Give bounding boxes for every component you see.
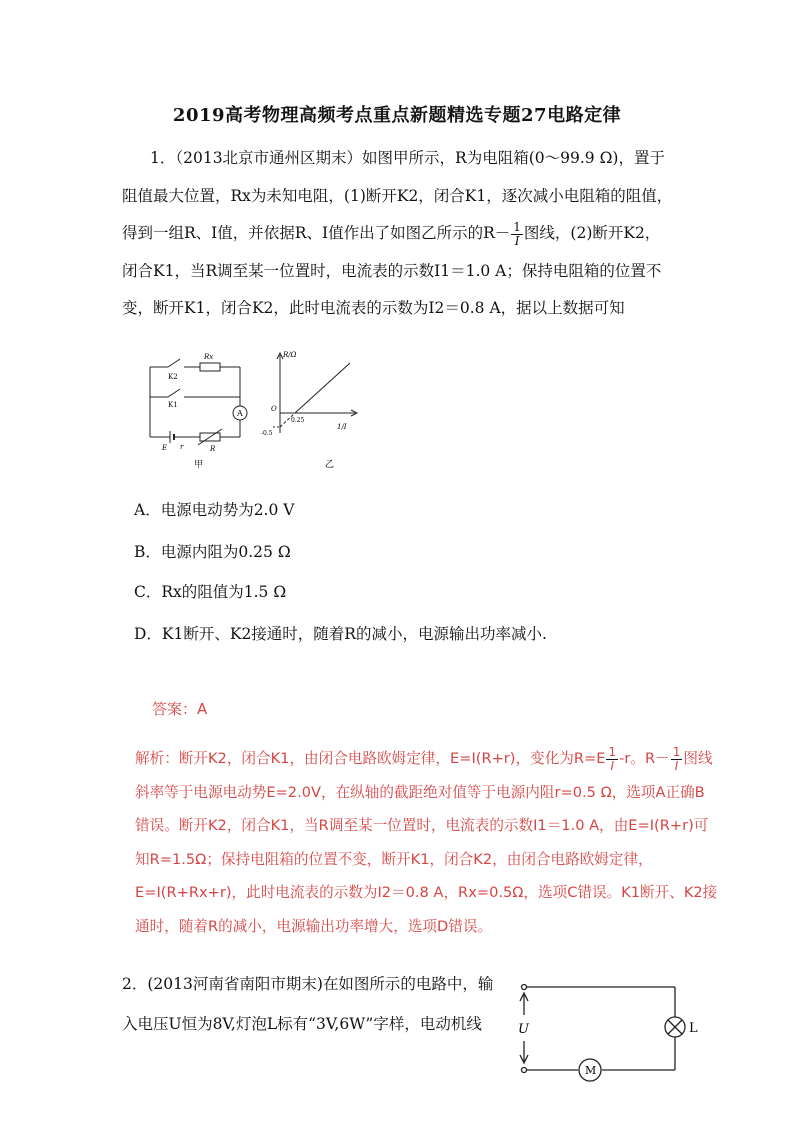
analysis-line-2: 斜率等于电源电动势E=2.0V，在纵轴的截距绝对值等于电源内阻r=0.5 Ω，选项A正确B [135,783,705,801]
page-title: 2019高考物理高频考点重点新题精选专题27电路定律 [172,105,622,126]
label-r-small: r [180,443,184,451]
question-1-stem [122,140,682,328]
q1-line-3 [122,215,682,253]
analysis-fraction-2-den: I [674,758,679,773]
q1-line-1: 1．（2013北京市通州区期末）如图甲所示，R为电阻箱(0～99.9 Ω)，置于 [150,149,665,167]
analysis-fraction-1 [606,746,618,773]
q1-line-5: 变，断开K1，闭合K2，此时电流表的示数为I2＝0.8 A，据以上数据可知 [122,299,625,317]
graph-ylabel: R/Ω [283,351,297,359]
label-r-box: R [210,445,216,453]
analysis-line-4: 知R=1.5Ω；保持电阻箱的位置不变，断开K1，闭合K2，由闭合电路欧姆定律， [135,850,653,868]
analysis-line-3: 错误。断开K2，闭合K1，当R调至某一位置时，电流表的示数I1＝1.0 A，由E=I(R+r)可 [135,817,709,834]
option-d: D．K1断开、K2接通时，随着R的减小，电源输出功率减小. [134,625,547,643]
graph-origin: O [271,405,277,413]
question-2-stem [122,964,493,1044]
q1-line-4: 闭合K1，当R调至某一位置时，电流表的示数I1＝1.0 A；保持电阻箱的位置不 [122,261,662,280]
q2-line-2: 入电压U恒为8V,灯泡L标有“3V,6W”字样，电动机线 [122,1015,482,1033]
caption-yi: 乙 [325,460,335,470]
q1-line-3-text: 得到一组R、I值，并依据R、I值作出了如图乙所示的R－ [122,224,511,242]
analysis [135,742,775,943]
option-c: C．Rx的阻值为1.5 Ω [134,583,287,601]
analysis-fraction-1-num: 1 [608,744,617,759]
q1-line-3-tail: 图线，(2)断开K2， [523,224,661,242]
analysis-line-6: 通时，随着R的减小，电源输出功率增大，选项D错误。 [135,917,493,935]
analysis-line-1 [135,742,775,776]
analysis-line-5: E=I(R+Rx+r)，此时电流表的示数为I2＝0.8 A，Rx=0.5Ω，选项C错误。K1断开、K2接 [135,884,718,901]
q2-label-u: U [518,1022,529,1037]
label-k1: K1 [168,401,178,409]
fraction-numerator: 1 [513,219,521,234]
label-rx: Rx [204,353,214,361]
graph-y-tick: -0.5 [261,430,273,437]
graph-xlabel: 1/I [337,423,347,431]
fraction-denominator: I [514,233,520,248]
graph-x-tick: 0.25 [291,417,305,424]
fraction-1-over-i [511,221,523,248]
answer: 答案：A [152,700,208,718]
circuit-figure-jia [140,345,250,470]
analysis-line-1-tail: 图线 [683,750,713,767]
caption-jia: 甲 [194,460,204,470]
label-ammeter: A [237,409,243,418]
analysis-fraction-1-den: I [610,758,615,773]
q2-label-motor: M [585,1064,597,1077]
label-k2: K2 [168,373,178,381]
option-a: A．电源电动势为2.0 V [134,501,295,519]
graph-figure-yi [255,345,365,470]
q1-line-2: 阻值最大位置，Rx为未知电阻，(1)断开K2，闭合K1，逐次减小电阻箱的阻值， [122,186,673,205]
option-b: B．电源内阻为0.25 Ω [134,543,291,561]
analysis-fraction-2 [671,746,683,773]
label-e: E [162,444,168,452]
analysis-fraction-2-num: 1 [672,744,681,759]
q2-line-1: 2．(2013河南省南阳市期末)在如图所示的电路中，输 [122,975,494,993]
analysis-line-1-text: 解析：断开K2，闭合K1，由闭合电路欧姆定律，E=I(R+r)，变化为R=E [135,750,606,767]
analysis-line-1-mid: -r。R－ [619,750,670,767]
q2-label-lamp: L [689,1021,698,1036]
circuit-figure-q2 [510,975,698,1085]
